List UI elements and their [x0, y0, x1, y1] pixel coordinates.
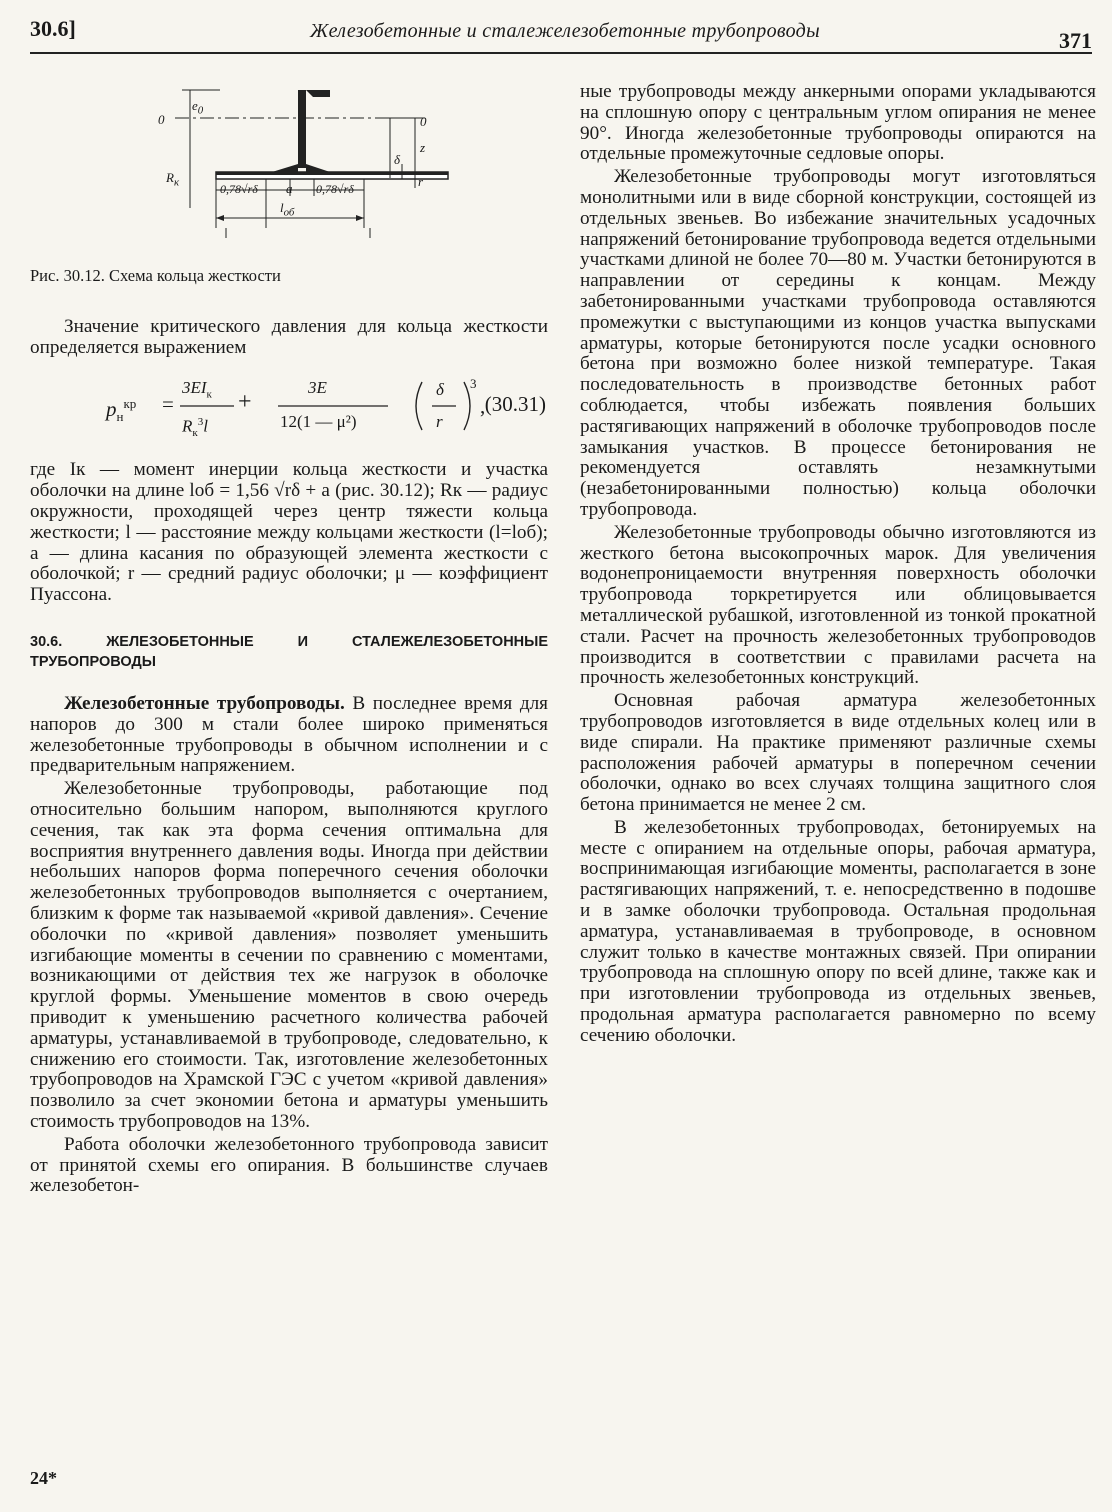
a-label: a	[286, 181, 293, 196]
formula-lhs: $p_н^{кр}$	[106, 396, 137, 425]
z-label: z	[420, 140, 426, 155]
running-header	[30, 8, 1092, 54]
axis-label-right: 0	[420, 114, 427, 129]
formula-30-31	[30, 368, 548, 448]
paragraph: Железобетонные трубопроводы, работающие под относительно большим напором, выполняются круглого сечения, так как эта форма сечения оптимальна для восприятия внутреннего давления воды. Иногда при действии небольших напоров форма поперечного сечения оболочки железобетонных трубопроводов выполняется с очертанием, близким к форме так называемой «кривой давления». Сечение оболочки по «кривой давления» позволяет уменьшить изгибающие моменты в сечении по сравнению с моментами, возникающими от действия тех же нагрузок в оболочке круглой формы. Уменьшение моментов в свою очередь приводит к уменьшению расчетного количества рабочей арматуры, устанавливаемой в трубопроводе, следовательно, к снижению его стоимости. Так, изготовление железобетонных трубопроводов на Храмской ГЭС с учетом «кривой давления» позволило за счет экономии бетона и арматуры уменьшить стоимость трубопроводов на 13%.	[30, 778, 548, 1132]
formula-den1: $R_к^3l$	[182, 416, 208, 440]
paragraph: Железобетонные трубопроводы. В последнее время для напоров до 300 м стали более широко применяться железобетонные трубопроводы в обычном исполнении и с предварительным напряжением.	[30, 692, 548, 777]
paragraph: В железобетонных трубопроводах, бетонируемых на месте с опиранием на отдельные опоры, рабочая арматура, воспринимающая изгибающие моменты, располагается в зоне растягивающих напряжений, т. е. непосредственно в подошве и в замке оболочки трубопровода. Остальная продольная арматура, устанавливаемая в трубопроводе, в основном служит только в качестве монтажных связей. При опирании трубопровода на сплошную опору по всей длине, также как и при изготовлении трубопровода из отдельных звеньев, продольная арматура располагается равномерно по всему сечению оболочки.	[580, 816, 1096, 1046]
axis-label-left: 0	[158, 112, 165, 127]
ob-label-left: 0,78√rδ	[220, 182, 258, 196]
formula-plus: +	[238, 389, 252, 416]
formula-number: (30.31)	[484, 392, 546, 417]
formula-eq: =	[162, 392, 174, 417]
paragraph: Основная рабочая арматура железобетонных трубопроводов изготовляется в виде отдельных колец или в виде спирали. На практике применяют различные схемы расположения рабочей арматуры в поперечном сечении оболочки, однако во всех случаях толщина защитного слоя бетона принимается не менее 2 см.	[580, 690, 1096, 816]
paragraph: Работа оболочки железобетонного трубопровода зависит от принятой схемы его опирания. В большинстве случаев железобетон-	[30, 1133, 548, 1197]
r-label: r	[418, 174, 424, 189]
paragraph: Значение критического давления для кольца жесткости определяется выражением	[30, 315, 548, 358]
paragraph: где Iк — момент инерции кольца жесткости и участка оболочки на длине lоб = 1,56 √rδ + a (рис. 30.12); Rк — радиус окружности, проходящей через центр тяжести кольца жесткости; l — расстояние между кольцами жесткости (l=lоб); a — длина касания по образующей элемента жесткости с оболочкой; r — средний радиус оболочки; μ — коэффициент Пуассона.	[30, 459, 548, 606]
running-title: Железобетонные и сталежелезобетонные трубопроводы	[310, 20, 820, 42]
stiffening-ring-diagram	[30, 78, 548, 260]
rk-label: $R_к$	[166, 170, 180, 189]
formula-power: 3	[470, 376, 477, 392]
formula-num2: 3E	[308, 378, 327, 398]
paragraph: ные трубопроводы между анкерными опорами укладываются на сплошную опору с центральным углом опирания не менее 90°. Иногда железобетонные трубопроводы опираются на отдельные промежуточные седловые опоры.	[580, 81, 1096, 165]
figure-stiffening-ring	[30, 78, 548, 260]
e0-label: $e_0$	[192, 98, 204, 117]
right-column	[580, 82, 1096, 1047]
formula-den2: 12(1 — μ²)	[280, 412, 357, 432]
formula-num1: $3EI_к$	[182, 378, 212, 401]
formula-graphic	[92, 368, 522, 448]
delta-label: δ	[394, 152, 401, 167]
formula-r: r	[436, 412, 443, 432]
lob-label: $l_{об}$	[280, 200, 295, 219]
formula-comma: ,	[480, 394, 486, 419]
paragraph: Железобетонные трубопроводы могут изготовляться монолитными или в виде сборной конструкции, состоящей из отдельных звеньев. Во избежание значительных усадочных напряжений бетонирование трубопровода ведется отдельными участками длиной не более 70—80 м. Участки бетонируются в направлении от середины к концам. Между забетонированными участками трубопровода оставляются промежутки с выступающими из концов участка выпусками арматуры, которые бетонируются после усадки основного бетона при возможно более низкой температуре. Такая последовательность в производстве бетонных работ соблюдается, чтобы избежать появления больших растягивающих напряжений в оболочке трубопроводов после замыкания участков. В процессе бетонирования не рекомендуется оставлять незамкнутыми (незабетонированными полностью) кольца оболочки трубопровода.	[580, 166, 1096, 520]
left-column	[30, 78, 548, 1197]
page-number: 371	[1059, 28, 1092, 53]
ob-label-right: 0,78√rδ	[316, 182, 354, 196]
signature-mark: 24*	[30, 1468, 57, 1488]
figure-caption: Рис. 30.12. Схема кольца жесткости	[30, 266, 281, 285]
run-in-heading: Железобетонные трубопроводы.	[64, 692, 345, 714]
formula-delta: δ	[436, 380, 444, 400]
section-number: 30.6]	[30, 16, 76, 41]
paragraph: Железобетонные трубопроводы обычно изготовляются из жесткого бетона высокопрочных марок. Для увеличения водонепроницаемости внутренняя поверхность оболочки трубопровода торкретируется или облицовывается металлической рубашкой, изготовленной из тонкой прокатной стали. Расчет на прочность железобетонных трубопроводов производится в соответствии с правилами расчета на прочность железобетонных конструкций.	[580, 521, 1096, 689]
section-heading: 30.6. ЖЕЛЕЗОБЕТОННЫЕ И СТАЛЕЖЕЛЕЗОБЕТОННЫЕ ТРУБОПРОВОДЫ	[30, 633, 548, 670]
